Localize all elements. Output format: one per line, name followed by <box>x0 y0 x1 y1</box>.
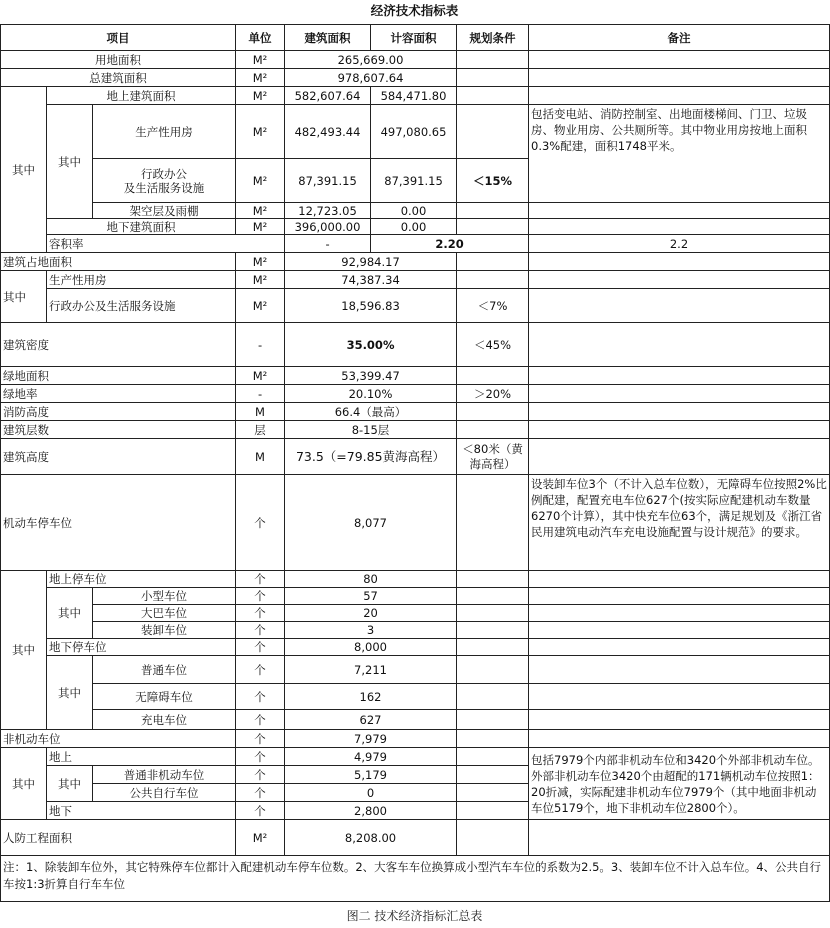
table-row <box>1 69 830 87</box>
row-plan <box>457 271 529 289</box>
row-plan <box>457 69 529 87</box>
row-label: 消防高度 <box>1 403 236 421</box>
row-unit: 个 <box>236 656 285 684</box>
row-unit: M² <box>236 51 285 69</box>
row-value: 3 <box>285 622 457 639</box>
row-label: 建筑密度 <box>1 323 236 367</box>
row-unit: 个 <box>236 802 285 820</box>
row-unit: 个 <box>236 622 285 639</box>
row-plan <box>457 51 529 69</box>
table-row <box>1 271 830 289</box>
row-value: 8-15层 <box>285 421 457 439</box>
row-label: 地下停车位 <box>47 639 236 656</box>
row-value: 978,607.64 <box>285 69 457 87</box>
table-row <box>1 105 830 159</box>
footnote-row <box>1 856 830 902</box>
row-label: 建筑层数 <box>1 421 236 439</box>
row-far: 87,391.15 <box>371 159 457 203</box>
row-value: 162 <box>285 684 457 710</box>
header-unit: 单位 <box>236 25 285 51</box>
row-far: 0.00 <box>371 219 457 235</box>
row-unit: 个 <box>236 748 285 766</box>
row-label: 充电车位 <box>93 710 236 730</box>
table-row <box>1 639 830 656</box>
table-row <box>1 403 830 421</box>
row-value: 2.20 <box>371 235 529 253</box>
row-far: 497,080.65 <box>371 105 457 159</box>
row-remark <box>529 69 830 87</box>
row-plan <box>457 656 529 684</box>
row-unit: M² <box>236 159 285 203</box>
row-build: 12,723.05 <box>285 203 371 219</box>
row-plan <box>457 605 529 622</box>
group-label: 其中 <box>1 271 47 323</box>
group-label: 其中 <box>1 87 47 253</box>
row-label: 公共自行车位 <box>93 784 236 802</box>
row-remark <box>529 367 830 385</box>
table-row <box>1 203 830 219</box>
row-plan <box>457 475 529 571</box>
row-plan <box>457 105 529 159</box>
row-label: 建筑占地面积 <box>1 253 236 271</box>
row-unit: 个 <box>236 605 285 622</box>
row-build: 87,391.15 <box>285 159 371 203</box>
header-item: 项目 <box>1 25 236 51</box>
row-remark <box>529 820 830 856</box>
row-unit: M² <box>236 203 285 219</box>
economic-indicator-table <box>0 24 830 902</box>
table-row <box>1 289 830 323</box>
row-plan <box>457 710 529 730</box>
row-remark <box>529 51 830 69</box>
row-label: 生产性用房 <box>93 105 236 159</box>
row-label: 大巴车位 <box>93 605 236 622</box>
row-unit: M² <box>236 219 285 235</box>
group-label: 其中 <box>1 571 47 730</box>
row-plan: ＜45% <box>457 323 529 367</box>
row-label: 建筑高度 <box>1 439 236 475</box>
row-far: 0.00 <box>371 203 457 219</box>
row-label: 地下 <box>47 802 236 820</box>
table-row <box>1 820 830 856</box>
row-remark <box>529 710 830 730</box>
row-value: 18,596.83 <box>285 289 457 323</box>
row-plan <box>457 367 529 385</box>
table-row <box>1 475 830 571</box>
row-label: 地下建筑面积 <box>47 219 236 235</box>
row-unit: 个 <box>236 639 285 656</box>
row-plan <box>457 203 529 219</box>
row-unit: 个 <box>236 766 285 784</box>
subgroup-label: 其中 <box>47 766 93 802</box>
table-row <box>1 588 830 605</box>
row-remark <box>529 656 830 684</box>
row-label: 生产性用房 <box>47 271 236 289</box>
row-plan <box>457 403 529 421</box>
row-unit: M² <box>236 367 285 385</box>
row-label: 普通非机动车位 <box>93 766 236 784</box>
row-unit: 个 <box>236 475 285 571</box>
table-row <box>1 219 830 235</box>
row-label: 地上停车位 <box>47 571 236 588</box>
row-plan <box>457 684 529 710</box>
row-label: 装卸车位 <box>93 622 236 639</box>
row-remark <box>529 622 830 639</box>
row-plan: ＞20% <box>457 385 529 403</box>
row-build: 482,493.44 <box>285 105 371 159</box>
row-unit: M <box>236 439 285 475</box>
row-label: 地上建筑面积 <box>47 87 236 105</box>
table-row <box>1 51 830 69</box>
row-label: 行政办公及生活服务设施 <box>47 289 236 323</box>
table-header <box>1 25 830 51</box>
row-value: 8,208.00 <box>285 820 457 856</box>
subgroup-label: 其中 <box>47 105 93 219</box>
row-unit: - <box>236 323 285 367</box>
table-row <box>1 421 830 439</box>
row-plan <box>457 87 529 105</box>
row-value: 53,399.47 <box>285 367 457 385</box>
row-unit: M² <box>236 87 285 105</box>
row-value: 80 <box>285 571 457 588</box>
row-value: 20 <box>285 605 457 622</box>
row-unit: M² <box>236 820 285 856</box>
table-row <box>1 235 830 253</box>
row-plan <box>457 219 529 235</box>
table-row <box>1 571 830 588</box>
row-label-line2: 及生活服务设施 <box>123 180 205 195</box>
row-label <box>93 159 236 203</box>
cut-caption: 图二 技术经济指标汇总表 <box>346 909 483 923</box>
row-remark <box>529 403 830 421</box>
row-plan <box>457 820 529 856</box>
row-remark <box>529 571 830 588</box>
header-far-area: 计容面积 <box>371 25 457 51</box>
header-build-area: 建筑面积 <box>285 25 371 51</box>
row-value: 73.5（=79.85黄海高程） <box>285 439 457 475</box>
row-label: 绿地率 <box>1 385 236 403</box>
row-plan <box>457 253 529 271</box>
row-remark <box>529 421 830 439</box>
row-remark <box>529 588 830 605</box>
subgroup-label: 其中 <box>47 656 93 730</box>
row-unit: 个 <box>236 784 285 802</box>
table-row <box>1 367 830 385</box>
row-remark <box>529 639 830 656</box>
table-row <box>1 323 830 367</box>
row-unit: M² <box>236 253 285 271</box>
row-value: 57 <box>285 588 457 605</box>
row-plan <box>457 748 529 766</box>
row-label: 机动车停车位 <box>1 475 236 571</box>
row-label: 非机动车位 <box>1 730 236 748</box>
row-remark <box>529 323 830 367</box>
row-value: 2,800 <box>285 802 457 820</box>
row-build: 396,000.00 <box>285 219 371 235</box>
row-remark <box>529 289 830 323</box>
row-value: 35.00% <box>285 323 457 367</box>
row-value: 7,979 <box>285 730 457 748</box>
row-unit: M <box>236 403 285 421</box>
row-remark <box>529 684 830 710</box>
row-far: 584,471.80 <box>371 87 457 105</box>
table-row <box>1 87 830 105</box>
row-value: 0 <box>285 784 457 802</box>
row-unit: 个 <box>236 710 285 730</box>
footnote: 注：1、除装卸车位外，其它特殊停车位都计入配建机动车停车位数。2、大客车车位换算成小型汽车车位的系数为2.5。3、装卸车位不计入总车位。4、公共自行车按1:3折算自行车车位 <box>1 856 830 902</box>
row-label: 绿地面积 <box>1 367 236 385</box>
row-remark <box>529 385 830 403</box>
row-plan <box>457 639 529 656</box>
row-label: 地上 <box>47 748 236 766</box>
row-label: 小型车位 <box>93 588 236 605</box>
row-label: 无障碍车位 <box>93 684 236 710</box>
row-plan <box>457 588 529 605</box>
row-remark <box>529 439 830 475</box>
table-row <box>1 748 830 766</box>
remark-nonmotor: 包括7979个内部非机动车位和3420个外部非机动车位。外部非机动车位3420个由超配的171辆机动车位按照1：20折减，实际配建非机动车位7979个（其中地面非机动车位5179个，地下非机动车位2800个）。 <box>529 748 830 820</box>
row-label: 人防工程面积 <box>1 820 236 856</box>
row-remark <box>529 730 830 748</box>
row-unit: M² <box>236 289 285 323</box>
row-value: 66.4（最高） <box>285 403 457 421</box>
table-row <box>1 439 830 475</box>
page-title: 经济技术指标表 <box>370 3 459 18</box>
remark-building: 包括变电站、消防控制室、出地面楼梯间、门卫、垃圾房、物业用房、公共厕所等。其中物业用房按地上面积0.3%配建，面积1748平米。 <box>529 105 830 203</box>
row-unit: 个 <box>236 588 285 605</box>
row-remark <box>529 219 830 235</box>
row-unit: - <box>236 385 285 403</box>
row-unit: M² <box>236 105 285 159</box>
row-plan: ＜7% <box>457 289 529 323</box>
row-unit: - <box>285 235 371 253</box>
row-unit: 个 <box>236 684 285 710</box>
row-unit: 个 <box>236 730 285 748</box>
row-plan <box>457 421 529 439</box>
table-row <box>1 253 830 271</box>
subgroup-label: 其中 <box>47 588 93 639</box>
row-value: 627 <box>285 710 457 730</box>
row-value: 7,211 <box>285 656 457 684</box>
table-row <box>1 710 830 730</box>
row-remark <box>529 87 830 105</box>
row-unit: M² <box>236 69 285 87</box>
row-plan: ＜15% <box>457 159 529 203</box>
row-plan <box>457 766 529 784</box>
row-plan <box>457 802 529 820</box>
group-label: 其中 <box>1 748 47 820</box>
row-value: 265,669.00 <box>285 51 457 69</box>
row-value: 20.10% <box>285 385 457 403</box>
header-plan: 规划条件 <box>457 25 529 51</box>
remark-parking: 设装卸车位3个（不计入总车位数），无障碍车位按照2%比例配建，配置充电车位627个(按实际应配建机动车数量6270个计算），其中快充车位63个，满足规划及《浙江省民用建筑电动汽车充电设施配置与设计规范》的要求。 <box>529 475 830 571</box>
table-row <box>1 684 830 710</box>
row-plan: ＜80米（黄海高程） <box>457 439 529 475</box>
row-label-line1: 行政办公 <box>141 166 187 181</box>
table-row <box>1 730 830 748</box>
row-value: 92,984.17 <box>285 253 457 271</box>
row-plan <box>457 571 529 588</box>
row-value: 4,979 <box>285 748 457 766</box>
row-build: 582,607.64 <box>285 87 371 105</box>
row-value: 74,387.34 <box>285 271 457 289</box>
table-row <box>1 605 830 622</box>
row-value: 8,000 <box>285 639 457 656</box>
row-remark <box>529 203 830 219</box>
row-unit: 个 <box>236 571 285 588</box>
row-plan: 2.2 <box>529 235 830 253</box>
table-row <box>1 385 830 403</box>
table-row <box>1 656 830 684</box>
row-plan <box>457 784 529 802</box>
row-unit: 层 <box>236 421 285 439</box>
row-plan <box>457 730 529 748</box>
row-remark <box>529 253 830 271</box>
row-label: 架空层及雨棚 <box>93 203 236 219</box>
row-plan <box>457 622 529 639</box>
row-unit: M² <box>236 271 285 289</box>
row-remark <box>529 271 830 289</box>
row-label: 用地面积 <box>1 51 236 69</box>
row-label: 容积率 <box>47 235 285 253</box>
header-remark: 备注 <box>529 25 830 51</box>
row-remark <box>529 605 830 622</box>
row-label: 总建筑面积 <box>1 69 236 87</box>
row-value: 5,179 <box>285 766 457 784</box>
row-label: 普通车位 <box>93 656 236 684</box>
row-value: 8,077 <box>285 475 457 571</box>
table-row <box>1 622 830 639</box>
